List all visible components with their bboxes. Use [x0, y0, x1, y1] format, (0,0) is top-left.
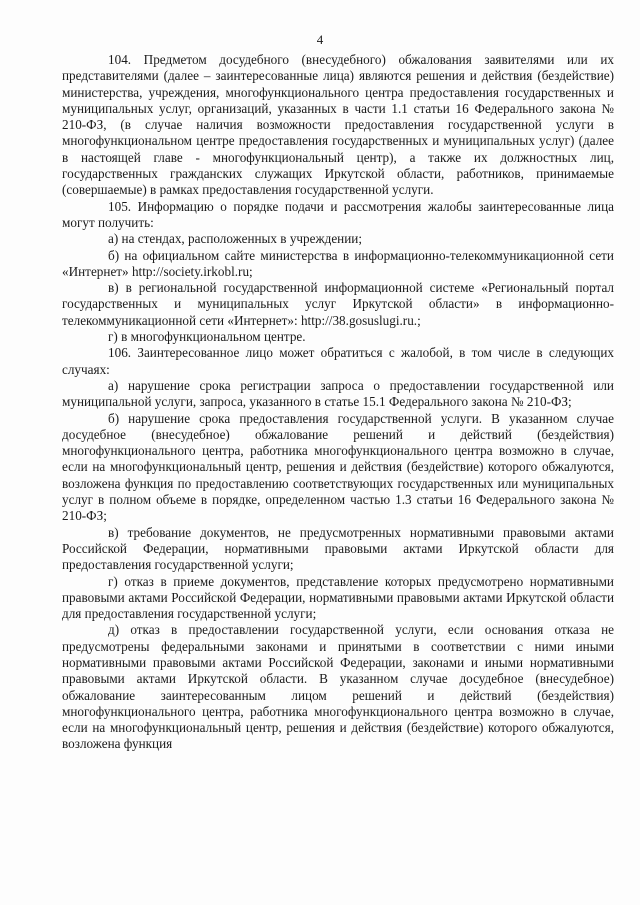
page-number: 4: [316, 32, 324, 47]
paragraph-106-a: а) нарушение срока регистрации запроса о предоставлении государственной или муниципальной услуги, запроса, указанного в статье 15.1 Федерального закона № 210-ФЗ;: [62, 377, 614, 410]
paragraph-105-g: г) в многофункциональном центре.: [108, 329, 306, 345]
paragraph-106-d: д) отказ в предоставлении государственной услуги, если основания отказа не предусмотрены федеральными законами и принятыми в соответствии с ними иными нормативными правовыми актами Российской Федерации, законами и иными нормативными правовыми актами Иркутской области. В указанном случае досудебное (внесудебное) обжалование заинтересованным лицом решений и действий (бездействия) многофункционального центра, работника многофункционального центра возможно в случае, если на многофункциональный центр, решения и действия (бездействие) которого обжалуются, возложена функция: [62, 622, 614, 752]
paragraph-106-g: г) отказ в приеме документов, представление которых предусмотрено нормативными правовыми актами Российской Федерации, нормативными правовыми актами Иркутской области для предоставления государственной услуги;: [62, 573, 614, 622]
paragraph-106-b: б) нарушение срока предоставления государственной услуги. В указанном случае досудебное (внесудебное) обжалование решений и действий (бездействия) многофункционального центра, работника многофункционального центра возможно в случае, если на многофункциональный центр, решения и действия (бездействие) которого обжалуются, возложена функция по предоставлению соответствующих государственных или муниципальных услуг в полном объеме в порядке, определенном частью 1.3 статьи 16 Федерального закона № 210-ФЗ;: [62, 410, 614, 524]
document-body: [62, 52, 614, 753]
paragraph-106-v: в) требование документов, не предусмотренных нормативными правовыми актами Российской Федерации, нормативными правовыми актами Иркутской области для предоставления государственной услуги;: [62, 524, 614, 573]
paragraph-105-a: а) на стендах, расположенных в учреждении;: [108, 231, 363, 247]
paragraph-105: 105. Информацию о порядке подачи и рассмотрения жалобы заинтересованные лица могут получить:: [62, 198, 614, 230]
paragraph-104: 104. Предметом досудебного (внесудебного) обжалования заявителями или их представителями (далее – заинтересованные лица) являются решения и действия (бездействие) министерства, учреждения, многофункционального центра предоставления государственных и муниципальных услуг, организаций, указанных в части 1.1 статьи 16 Федерального закона № 210-ФЗ, (в случае наличия возможности предоставления государственной услуги в многофункциональном центре предоставления государственных и муниципальных услуг) (далее в настоящей главе - многофункциональный центр), а также их должностных лиц, государственных гражданских служащих Иркутской области, работников, принимаемые (совершаемые) в рамках предоставления государственной услуги.: [62, 52, 614, 198]
paragraph-105-v: в) в региональной государственной информационной системе «Региональный портал государственных и муниципальных услуг Иркутской области» в информационно-телекоммуникационной сети «Интернет»: http://38.gosuslugi.ru.;: [62, 280, 614, 328]
paragraph-105-b: б) на официальном сайте министерства в информационно-телекоммуникационной сети «Интернет» http://society.irkobl.ru;: [62, 247, 614, 279]
paragraph-106: 106. Заинтересованное лицо может обратиться с жалобой, в том числе в следующих случаях:: [62, 345, 614, 377]
